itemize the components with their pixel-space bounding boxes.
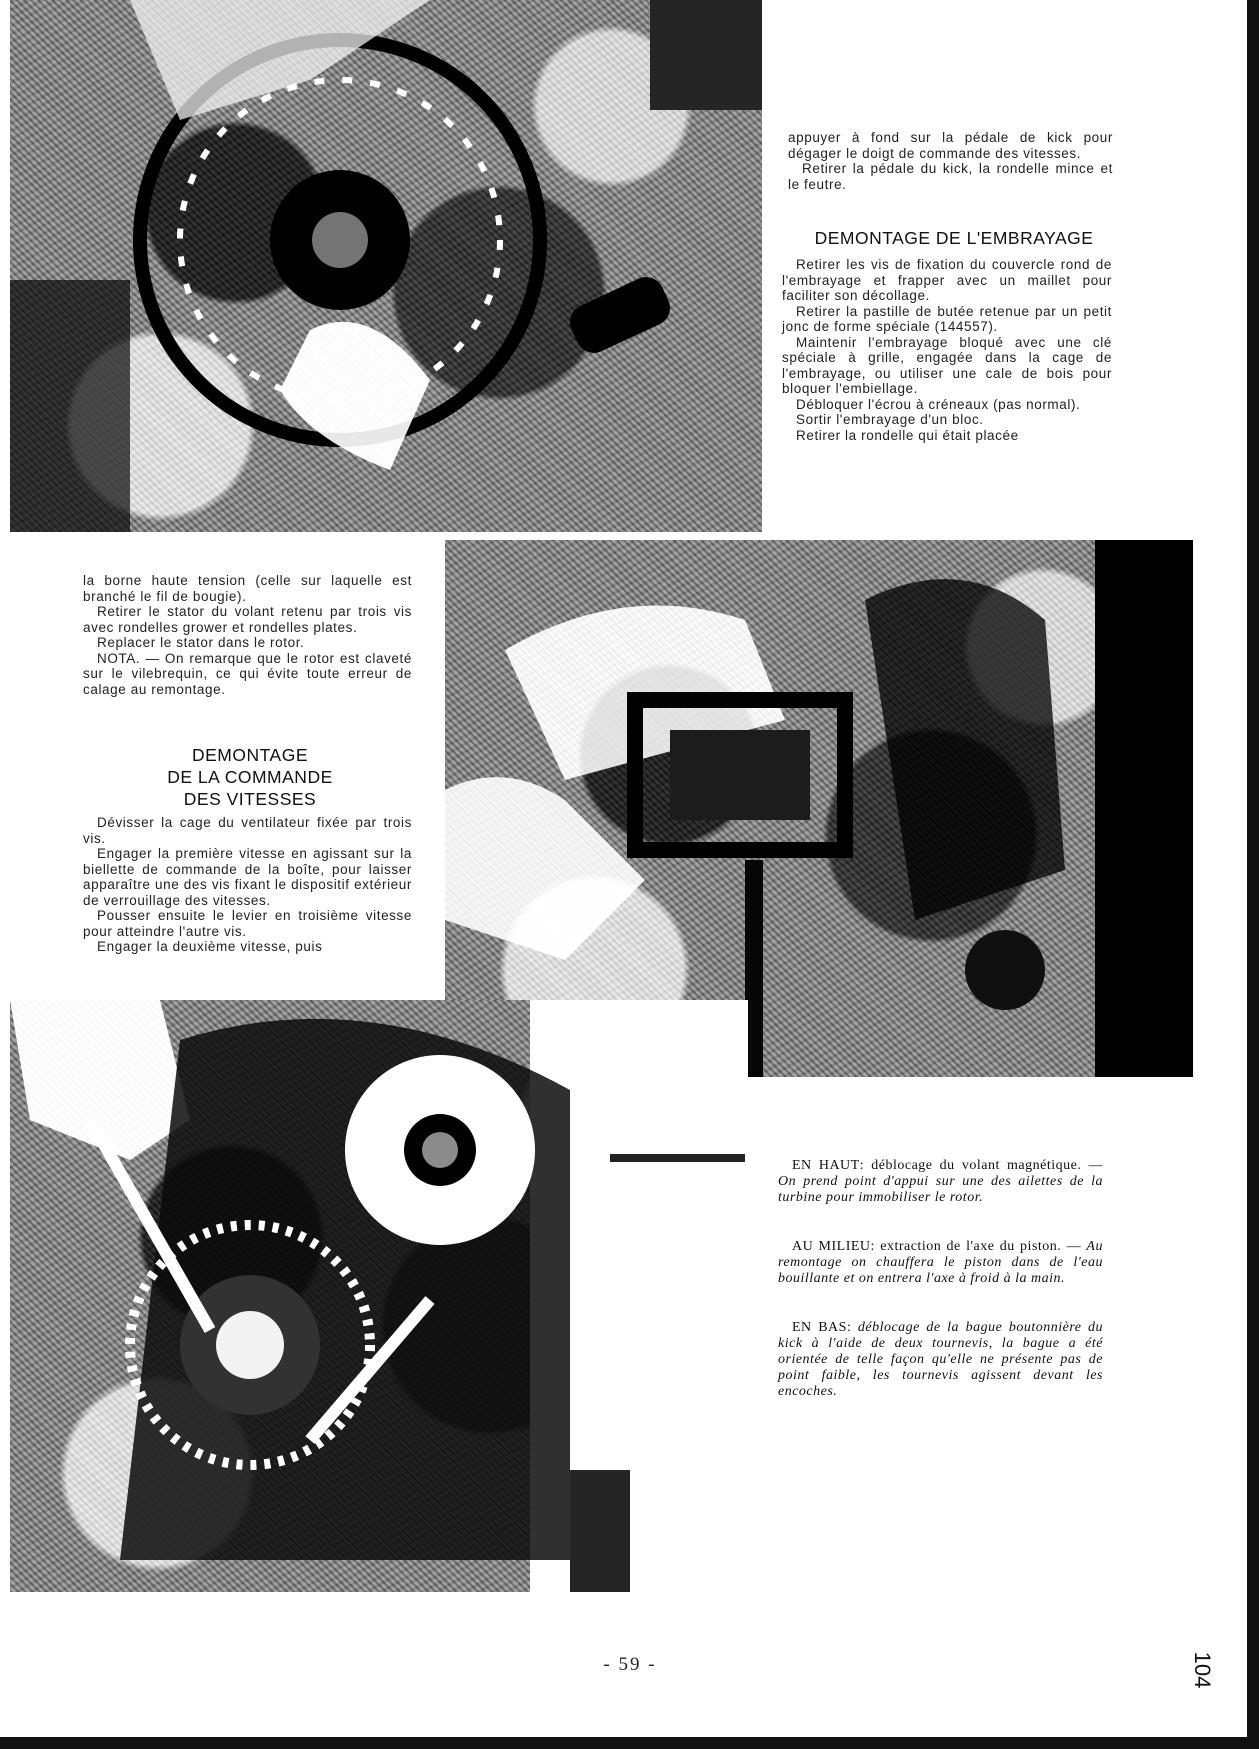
scan-border-right xyxy=(1247,0,1259,1749)
commande-paragraph-1: Dévisser la cage du ventilateur fixée par trois vis. xyxy=(83,815,412,846)
top-paragraph-1: appuyer à fond sur la pédale de kick pour dégager le doigt de commande des vitesses. xyxy=(788,130,1113,161)
caption-middle xyxy=(778,1239,1103,1287)
commande-paragraph-4: Engager la deuxième vitesse, puis xyxy=(97,939,323,954)
embrayage-paragraph-6: Retirer la rondelle qui était placée xyxy=(796,427,1019,443)
caption-middle-plain: : extraction de l'axe du piston. — xyxy=(870,1239,1087,1254)
embrayage-section-text xyxy=(782,257,1112,443)
caption-top-plain: : déblocage du volant magnétique. — xyxy=(859,1158,1103,1173)
embrayage-paragraph-1: Retirer les vis de fixation du couvercle rond de l'embrayage et frapper avec un maillet pour faciliter son décollage. xyxy=(782,257,1112,303)
photo-middle-piston xyxy=(445,540,1193,1077)
heading-commande-line-1: DEMONTAGE xyxy=(192,745,308,765)
caption-bottom-lead: EN BAS xyxy=(792,1320,847,1335)
caption-top-italic: On prend point d'appui sur une des ailettes de la turbine pour immobiliser le rotor. xyxy=(778,1174,1103,1205)
embrayage-paragraph-5: Sortir l'embrayage d'un bloc. xyxy=(796,412,984,427)
heading-commande-line-3: DES VITESSES xyxy=(183,789,317,809)
caption-top-lead: EN HAUT xyxy=(792,1158,860,1173)
caption-bottom-plain: : xyxy=(846,1320,858,1335)
photo-bottom-kick-ring xyxy=(10,1000,748,1592)
photo-bottom-rod xyxy=(610,1154,745,1162)
commande-section-text xyxy=(83,815,412,955)
heading-demontage-commande xyxy=(140,744,360,810)
commande-paragraph-3: Pousser ensuite le levier en troisième vitesse pour atteindre l'autre vis. xyxy=(83,908,412,939)
commande-paragraph-2: Engager la première vitesse en agissant sur la biellette de commande de la boîte, pour laisser apparaître une des vis fixant le dispositif extérieur de verrouillage des vitesses. xyxy=(83,846,412,908)
caption-top xyxy=(778,1158,1103,1206)
heading-commande-line-2: DE LA COMMANDE xyxy=(167,767,333,787)
sheet-number: 104 xyxy=(1190,1651,1215,1689)
top-paragraph-2: Retirer la pédale du kick, la rondelle mince et le feutre. xyxy=(788,161,1113,192)
embrayage-paragraph-2: Retirer la pastille de butée retenue par un petit jonc de forme spéciale (144557). xyxy=(782,303,1112,334)
left-paragraph-4: NOTA. — On remarque que le rotor est claveté sur le vilebrequin, ce qui évite toute erreur de calage au remontage. xyxy=(83,650,412,697)
embrayage-paragraph-4: Débloquer l'écrou à créneaux (pas normal). xyxy=(796,396,1081,412)
embrayage-paragraph-3: Maintenir l'embrayage bloqué avec une clé spéciale à grille, engagée dans la cage de l'embrayage, ou utiliser une cale de bois pour bloquer l'embiellage. xyxy=(782,334,1112,396)
caption-bottom-italic: déblocage de la bague boutonnière du kick à l'aide de deux tournevis, la bague a été orientée de telle façon qu'elle ne présente pas de point faible, les tournevis agissent devant les encoches. xyxy=(778,1320,1103,1399)
caption-middle-italic: Au remontage on chauffera le piston dans de l'eau bouillante et on entrera l'axe à froid à la main. xyxy=(778,1239,1103,1286)
heading-demontage-embrayage: DEMONTAGE DE L'EMBRAYAGE xyxy=(814,228,1094,248)
left-paragraph-2: Retirer le stator du volant retenu par trois vis avec rondelles grower et rondelles plates. xyxy=(83,604,412,635)
left-paragraph-3: Replacer le stator dans le rotor. xyxy=(97,635,305,650)
left-paragraph-1: la borne haute tension (celle sur laquelle est branché le fil de bougie). xyxy=(83,573,412,604)
top-column-text xyxy=(788,130,1113,192)
left-column-text xyxy=(83,573,412,697)
scan-border-bottom xyxy=(0,1737,1259,1749)
caption-bottom xyxy=(778,1320,1103,1400)
caption-middle-lead: AU MILIEU xyxy=(792,1239,871,1254)
photo-captions xyxy=(778,1158,1103,1433)
photo-top-flywheel xyxy=(10,0,762,532)
page-number: - 59 - xyxy=(603,1654,657,1675)
